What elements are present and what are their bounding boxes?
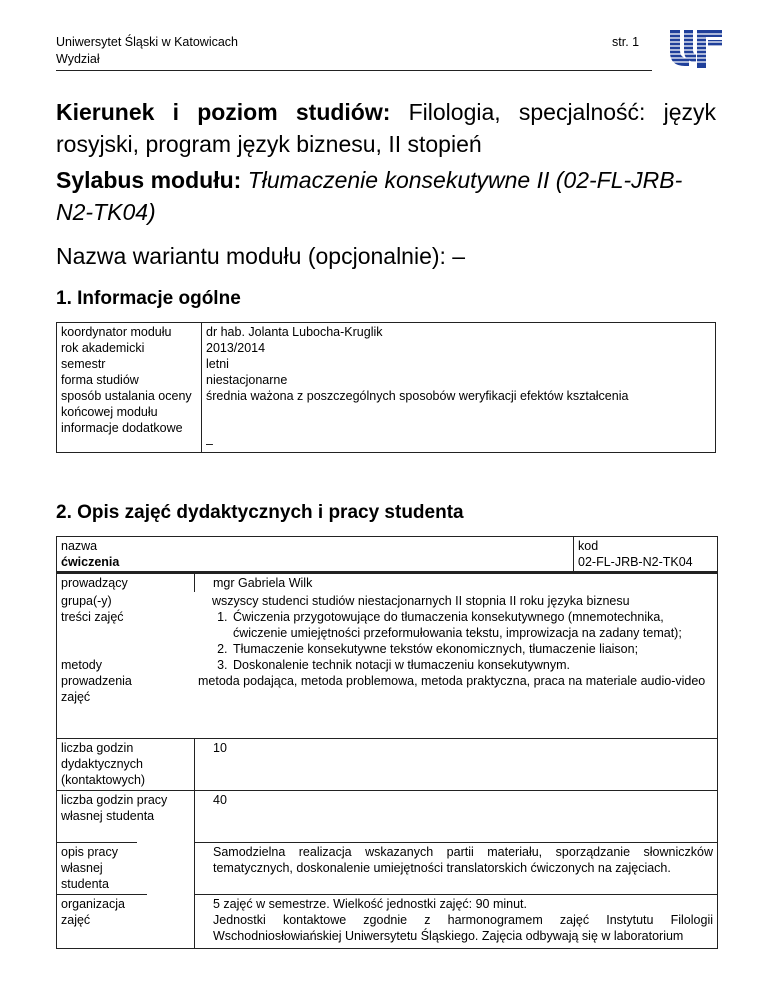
general-info-table xyxy=(56,322,716,453)
code-label: kod xyxy=(578,539,599,553)
key-year: rok akademicki xyxy=(61,341,145,355)
code-value: 02-FL-JRB-N2-TK04 xyxy=(578,555,693,569)
syllabus-label: Sylabus modułu: xyxy=(56,167,242,193)
page-header xyxy=(56,34,716,68)
self-work-value: Samodzielna realizacja wskazanych partii materiału, sporządzanie słowniczków tematycznych, doskonalenie umiejętności translatorskich ćwiczonych na zajęciach. xyxy=(194,842,717,894)
self-work-label: opis pracy własnej studenta xyxy=(57,842,137,894)
key-coordinator: koordynator modułu xyxy=(61,325,172,339)
value-semester: letni xyxy=(206,357,229,371)
classes-table xyxy=(56,536,718,949)
value-grading: średnia ważona z poszczególnych sposobów weryfikacji efektów kształcenia xyxy=(206,389,629,403)
value-year: 2013/2014 xyxy=(206,341,266,355)
value-coordinator: dr hab. Jolanta Lubocha-Kruglik xyxy=(206,325,383,339)
university-logo-icon xyxy=(666,28,724,70)
content-label: treści zajęć xyxy=(61,610,124,624)
content-item: 3. Doskonalenie technik notacji w tłumaczeniu konsekutywnym. xyxy=(231,657,713,673)
key-grading: sposób ustalania oceny końcowej modułu xyxy=(61,389,192,419)
page-number: str. 1 xyxy=(612,35,640,49)
header-rule xyxy=(56,70,652,71)
value-additional: – xyxy=(206,437,213,451)
self-hours-value: 40 xyxy=(194,790,717,842)
university-name: Uniwersytet Śląski w Katowicach xyxy=(56,35,239,49)
syllabus-title xyxy=(56,164,716,228)
classes-table-header xyxy=(57,537,717,574)
content-item: 1. Ćwiczenia przygotowujące do tłumaczenia konsekutywnego (mnemotechnika, ćwiczenie umiejętności przeformułowania tekstu, improwizacja na zadany temat); xyxy=(231,609,713,641)
section2-heading: 2. Opis zajęć dydaktycznych i pracy studenta xyxy=(56,502,464,523)
contact-hours-label: liczba godzin dydaktycznych (kontaktowych) xyxy=(57,738,194,790)
value-form: niestacjonarne xyxy=(206,373,288,387)
groups-label: grupa(-y) xyxy=(61,594,112,608)
org-line1: 5 zajęć w semestrze. Wielkość jednostki zajęć: 90 minut. xyxy=(213,897,528,911)
methods-label: metody prowadzenia zajęć xyxy=(61,658,132,704)
study-direction-label: Kierunek i poziom studiów: xyxy=(56,99,391,125)
study-direction-value: Filologia, specjalność: język rosyjski, program język biznesu, II stopień xyxy=(56,99,717,157)
groups-value: wszyscy studenci studiów niestacjonarnych II stopnia II roku języka biznesu xyxy=(212,594,630,608)
self-hours-label: liczba godzin pracy własnej studenta xyxy=(57,790,194,842)
study-direction-title xyxy=(56,96,716,160)
name-label: nazwa xyxy=(61,539,98,553)
lecturer-value: mgr Gabriela Wilk xyxy=(194,574,717,592)
key-semester: semestr xyxy=(61,357,106,371)
content-list xyxy=(212,609,713,673)
key-form: forma studiów xyxy=(61,373,139,387)
name-value: ćwiczenia xyxy=(61,555,120,569)
section1-heading: 1. Informacje ogólne xyxy=(56,288,241,309)
faculty-name: Wydział xyxy=(56,52,100,66)
variant-title: Nazwa wariantu modułu (opcjonalnie): – xyxy=(56,243,466,269)
general-info-keys xyxy=(57,323,202,453)
content-item: 2. Tłumaczenie konsekutywne tekstów ekonomicznych, tłumaczenie liaison; xyxy=(231,641,713,657)
org-label: organizacja zajęć xyxy=(57,894,147,948)
classes-grid xyxy=(57,574,717,592)
org-line2: Jednostki kontaktowe zgodnie z harmonogramem zajęć Instytutu Filologii Wschodniosłowiańskiej Uniwersytetu Śląskiego. Zajęcia odbywają się w laboratorium xyxy=(213,913,713,943)
general-info-values xyxy=(202,323,716,453)
lecturer-label: prowadzący xyxy=(61,576,128,590)
key-additional: informacje dodatkowe xyxy=(61,421,183,435)
groups-content-block xyxy=(57,592,717,738)
methods-value: metoda podająca, metoda problemowa, metoda praktyczna, praca na materiale audio-video xyxy=(198,674,706,688)
syllabus-value: Tłumaczenie konsekutywne II (02-FL-JRB-N2-TK04) xyxy=(56,167,683,225)
contact-hours-value: 10 xyxy=(194,738,717,790)
